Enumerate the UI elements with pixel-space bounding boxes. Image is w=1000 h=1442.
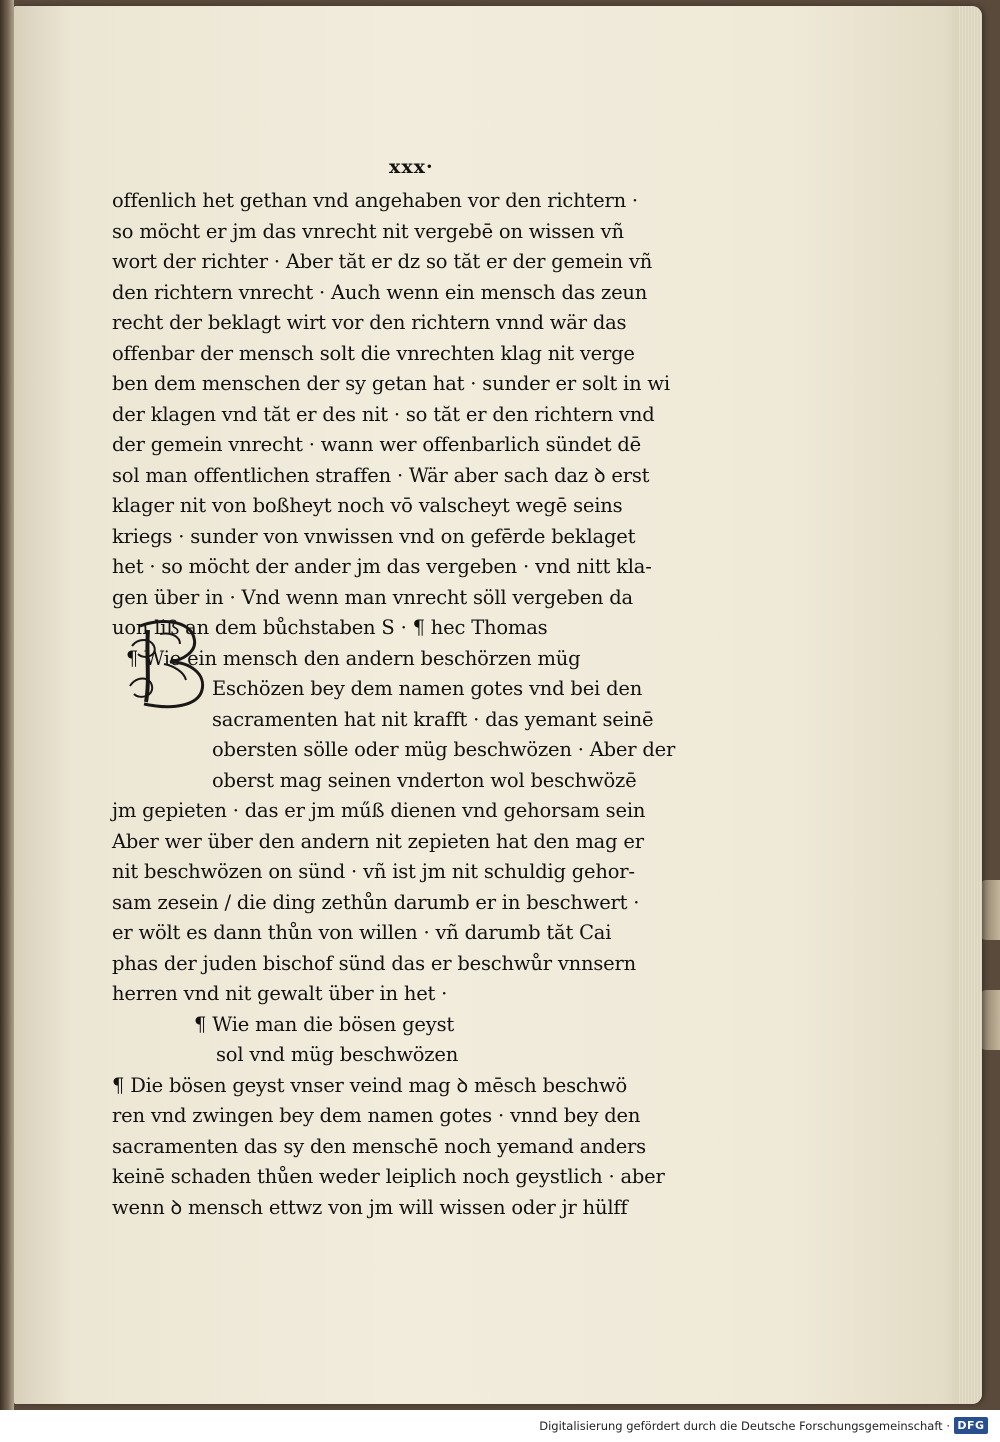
section-heading-evil-spirits: ¶ Wie man die bösen geyst xyxy=(194,1012,455,1036)
text-line: sol man offentlichen straffen · Wär aber sach daz ꝺ erst xyxy=(112,463,650,487)
text-line: herren vnd nit gewalt über in het · xyxy=(112,982,448,1005)
digitization-footer xyxy=(0,1410,1000,1442)
page-fore-edge xyxy=(958,6,982,1404)
folio-number: xxx· xyxy=(389,156,434,178)
text-line: er wölt es dann thůn von willen · vñ darumb tăt Cai xyxy=(112,921,612,944)
text-line: der klagen vnd tăt er des nit · so tăt er den richtern vnd xyxy=(112,402,655,426)
text-line: offenlich het gethan vnd angehaben vor den richtern · xyxy=(112,189,638,212)
text-line: uon liß an dem bůchstaben S · ¶ hec Thomas xyxy=(112,616,548,639)
text-line: recht der beklagt wirt vor den richtern vnnd wär das xyxy=(112,311,627,334)
initial-paragraph xyxy=(112,674,696,1010)
dfg-logo: DFG xyxy=(954,1417,988,1434)
text-line: phas der juden bischof sünd das er beschwůr vnnsern xyxy=(112,951,636,975)
text-line: Eschözen bey dem namen gotes vnd bei den xyxy=(212,677,643,700)
text-line: keinē schaden thůen weder leiplich noch geystlich · aber xyxy=(112,1165,665,1188)
section-heading-evil-spirits-cont: sol vnd müg beschwözen xyxy=(216,1043,459,1066)
text-line: Aber wer über den andern nit zepieten hat den mag er xyxy=(112,829,644,853)
text-line: klager nit von boßheyt noch vō valscheyt wegē seins xyxy=(112,494,623,517)
text-line: kriegs · sunder von vnwissen vnd on gefērde beklaget xyxy=(112,524,636,548)
text-line: obersten sölle oder müg beschwözen · Aber der xyxy=(212,738,676,761)
initial-letter-glyph xyxy=(120,616,216,712)
text-line: oberst mag seinen vnderton wol beschwözē xyxy=(212,768,637,792)
bottom-paragraph xyxy=(112,1071,696,1224)
main-text-block xyxy=(112,186,696,1223)
book-page xyxy=(14,6,982,1404)
text-line: sacramenten hat nit krafft · das yemant seinē xyxy=(212,707,654,731)
book-spine-edge xyxy=(0,0,14,1410)
text-line: sam zesein / die ding zethůn darumb er in beschwert · xyxy=(112,890,640,914)
text-line: wenn ꝺ mensch ettwz von jm will wissen oder jr hülff xyxy=(112,1195,628,1219)
text-line: so möcht er jm das vnrecht nit vergebē on wissen vñ xyxy=(112,219,624,243)
text-line: nit beschwözen on sünd · vñ ist jm nit schuldig gehor- xyxy=(112,860,635,883)
funding-notice: Digitalisierung gefördert durch die Deutsche Forschungsgemeinschaft · xyxy=(539,1419,950,1433)
text-line: den richtern vnrecht · Auch wenn ein mensch das zeun xyxy=(112,280,648,304)
text-line: wort der richter · Aber tăt er dz so tăt er der gemein vñ xyxy=(112,250,653,273)
text-line: gen über in · Vnd wenn man vnrecht söll vergeben da xyxy=(112,585,633,609)
text-line: het · so möcht der ander jm das vergeben · vnd nitt kla- xyxy=(112,555,652,578)
text-line: offenbar der mensch solt die vnrechten klag nit verge xyxy=(112,341,635,365)
text-line: der gemein vnrecht · wann wer offenbarlich sündet dē xyxy=(112,433,641,456)
book-tie-lower xyxy=(980,990,1000,1050)
text-line: ben dem menschen der sy getan hat · sunder er solt in wi xyxy=(112,372,670,395)
top-paragraph xyxy=(112,186,696,644)
section-heading-conjuring: ¶ Wie ein mensch den andern beschörzen müg xyxy=(126,646,581,670)
text-line: ren vnd zwingen bey dem namen gotes · vnnd bey den xyxy=(112,1104,641,1127)
book-tie-upper xyxy=(980,880,1000,940)
text-line: sacramenten das sy den menschē noch yemand anders xyxy=(112,1134,646,1158)
decorated-initial-b xyxy=(120,616,216,712)
text-line: jm gepieten · das er jm műß dienen vnd gehorsam sein xyxy=(112,799,646,822)
text-line: ¶ Die bösen geyst vnser veind mag ꝺ mēsch beschwö xyxy=(112,1073,628,1097)
